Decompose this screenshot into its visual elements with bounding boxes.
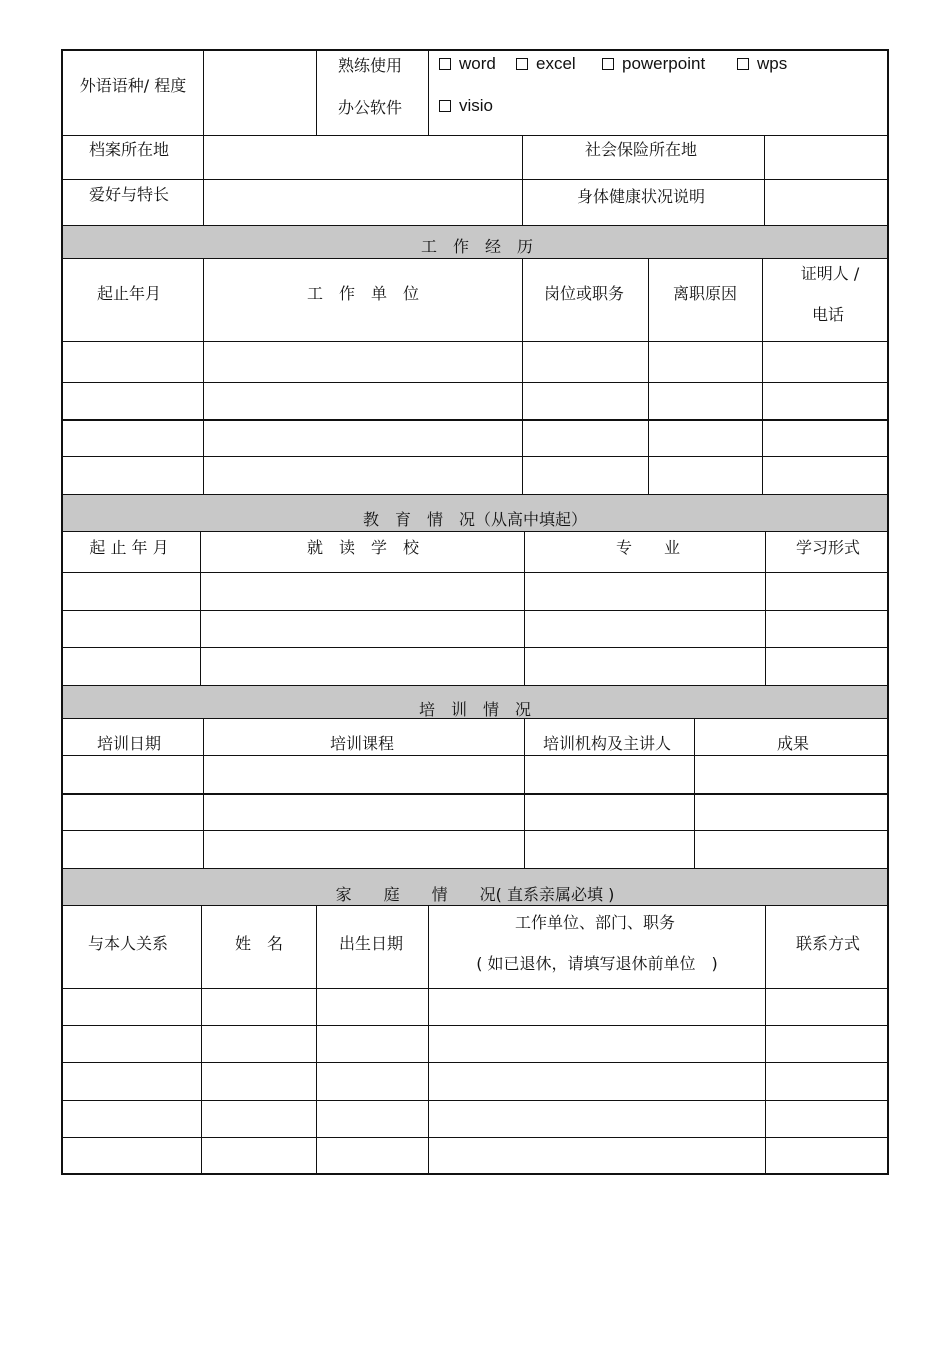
divider [200,532,201,685]
work-section-title: 工 作 经 历 [420,237,534,256]
divider [694,719,695,868]
archive-label: 档案所在地 [88,140,170,159]
language-label: 外语语种/ 程度 [79,76,187,95]
divider [762,259,763,494]
work-header-period: 起止年月 [96,284,162,303]
social-insurance-label: 社会保险所在地 [584,140,698,159]
divider [201,906,202,1175]
family-header-contact: 联系方式 [795,934,861,953]
divider [63,1100,887,1101]
divider [63,382,887,383]
checkbox[interactable] [602,58,614,70]
office-label-line2: 办公软件 [337,98,403,117]
software-option-excel[interactable]: excel [516,54,576,74]
divider [63,341,887,342]
divider [63,793,887,795]
divider [765,532,766,685]
work-header-witness-line2: 电话 [811,305,845,324]
divider [522,135,523,225]
work-header-position: 岗位或职务 [543,284,625,303]
divider [63,988,887,989]
training-header-institution: 培训机构及主讲人 [542,734,672,753]
divider [648,259,649,494]
checkbox[interactable] [516,58,528,70]
divider [524,532,525,685]
divider [203,51,204,225]
education-header-period: 起 止 年 月 [89,538,169,557]
office-label-line1: 熟练使用 [337,56,403,75]
divider [63,1137,887,1138]
work-header-witness-line1: 证明人 / [800,264,860,283]
divider [63,456,887,457]
family-section-title: 家 庭 情 况( 直系亲属必填 ) [335,885,615,904]
divider [764,135,765,225]
software-option-powerpoint[interactable]: powerpoint [602,54,705,74]
education-section-title: 教 育 情 况（从高中填起） [362,510,588,529]
family-header-birthdate: 出生日期 [338,934,404,953]
work-header-employer: 工 作 单 位 [306,284,420,303]
family-header-relation: 与本人关系 [87,934,169,953]
divider [63,1025,887,1026]
family-header-unit-line2: ( 如已退休，请填写退休前单位 ) [476,954,718,973]
divider [63,1062,887,1063]
work-header-leave-reason: 离职原因 [672,284,738,303]
divider [203,259,204,494]
divider [63,830,887,831]
divider [63,610,887,611]
divider [203,719,204,868]
divider [524,719,525,868]
software-option-wps[interactable]: wps [737,54,787,74]
training-header-date: 培训日期 [96,734,162,753]
family-header-name: 姓 名 [234,934,284,953]
divider [765,906,766,1175]
checkbox[interactable] [737,58,749,70]
divider [63,572,887,573]
hobby-label: 爱好与特长 [88,185,170,204]
education-header-study-mode: 学习形式 [795,538,861,557]
divider [63,647,887,648]
divider [316,51,317,135]
training-header-result: 成果 [776,734,810,753]
education-header-major: 专 业 [615,538,681,557]
divider [522,259,523,494]
software-option-visio[interactable]: visio [439,96,493,116]
training-section-title: 培 训 情 况 [418,700,532,719]
divider [428,906,429,1175]
application-form [61,49,889,1175]
education-header-school: 就 读 学 校 [306,538,420,557]
checkbox[interactable] [439,100,451,112]
health-label: 身体健康状况说明 [576,187,706,206]
checkbox[interactable] [439,58,451,70]
training-header-course: 培训课程 [329,734,395,753]
family-header-unit-line1: 工作单位、部门、职务 [514,913,676,932]
divider [316,906,317,1175]
divider [428,51,429,135]
divider [63,419,887,421]
divider [63,755,887,756]
software-option-word[interactable]: word [439,54,496,74]
